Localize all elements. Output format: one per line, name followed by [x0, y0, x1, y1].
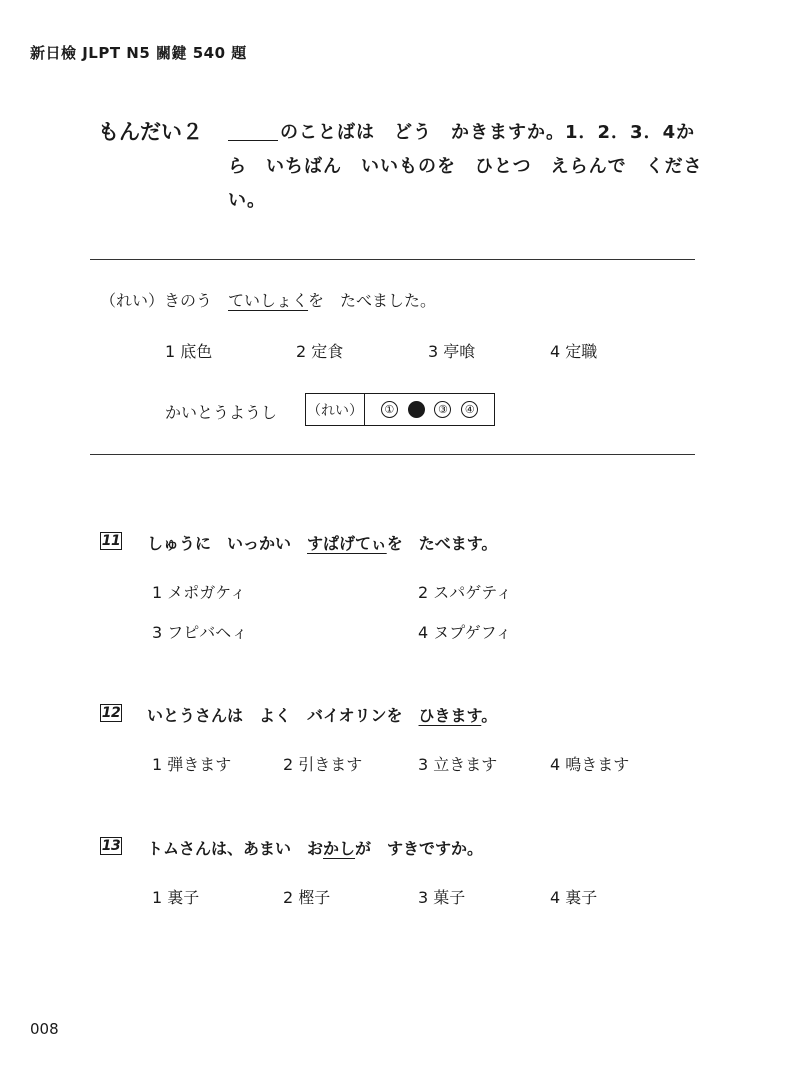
- book-title: 新日檢 JLPT N5 關鍵 540 題: [30, 44, 247, 62]
- answer-marks: [365, 394, 494, 425]
- answer-mark-3: ③: [434, 401, 451, 418]
- answer-mark-1: ①: [381, 401, 398, 418]
- q13-choice-2: 2 樫子: [283, 888, 331, 907]
- question-11-underlined: すぱげてぃ: [307, 534, 387, 553]
- q13-choice-1: 1 裏子: [152, 888, 200, 907]
- q13-choice-4: 4 裏子: [550, 888, 598, 907]
- question-number-13: 13: [101, 838, 121, 854]
- q11-choice-4: 4 ヌプゲフィ: [418, 623, 512, 642]
- q12-choice-3: 3 立きます: [418, 755, 498, 774]
- question-13-underlined: かし: [323, 839, 356, 858]
- blank-underline: [228, 122, 278, 141]
- example-underlined-word: ていしょく: [228, 291, 309, 310]
- question-number-12: 12: [101, 705, 121, 721]
- answer-mark-4: ④: [461, 401, 478, 418]
- example-sentence: （れい）きのう ていしょくを たべました。: [100, 291, 437, 310]
- page-number: 008: [30, 1020, 59, 1038]
- q13-choice-3: 3 菓子: [418, 888, 466, 907]
- example-choice-2: 2 定食: [296, 342, 344, 361]
- instruction-line-2: ら いちばん いいものを ひとつ えらんで くださ: [228, 156, 703, 177]
- q11-choice-3: 3 フピバヘィ: [152, 623, 248, 642]
- question-number-11: 11: [101, 533, 121, 549]
- answer-mark-2-filled: [408, 401, 425, 418]
- question-12-text: いとうさんは よく バイオリンを ひきます。: [147, 706, 498, 725]
- answer-sheet-tag: （れい）: [306, 394, 365, 425]
- example-choice-1: 1 底色: [165, 342, 213, 361]
- q12-choice-4: 4 鳴きます: [550, 755, 630, 774]
- divider-top: [90, 259, 695, 260]
- instruction-line-1: のことばは どう かきますか。1．2．3．4か: [228, 118, 695, 144]
- instruction-line-3: い。: [228, 190, 266, 211]
- answer-sheet-box: [305, 393, 495, 426]
- question-13-text: トムさんは、あまい おかしが すきですか。: [147, 839, 484, 858]
- answer-sheet-label: かいとうようし: [165, 403, 278, 422]
- question-11-text: しゅうに いっかい すぱげてぃを たべます。: [147, 534, 498, 553]
- question-12-underlined: ひきます: [418, 706, 482, 725]
- q11-choice-2: 2 スパゲティ: [418, 583, 512, 602]
- q11-choice-1: 1 メポガケィ: [152, 583, 246, 602]
- example-choice-3: 3 亭喰: [428, 342, 476, 361]
- example-choice-4: 4 定職: [550, 342, 598, 361]
- divider-bottom: [90, 454, 695, 455]
- mondai-label: もんだい２: [98, 120, 203, 144]
- q12-choice-1: 1 弾きます: [152, 755, 232, 774]
- q12-choice-2: 2 引きます: [283, 755, 363, 774]
